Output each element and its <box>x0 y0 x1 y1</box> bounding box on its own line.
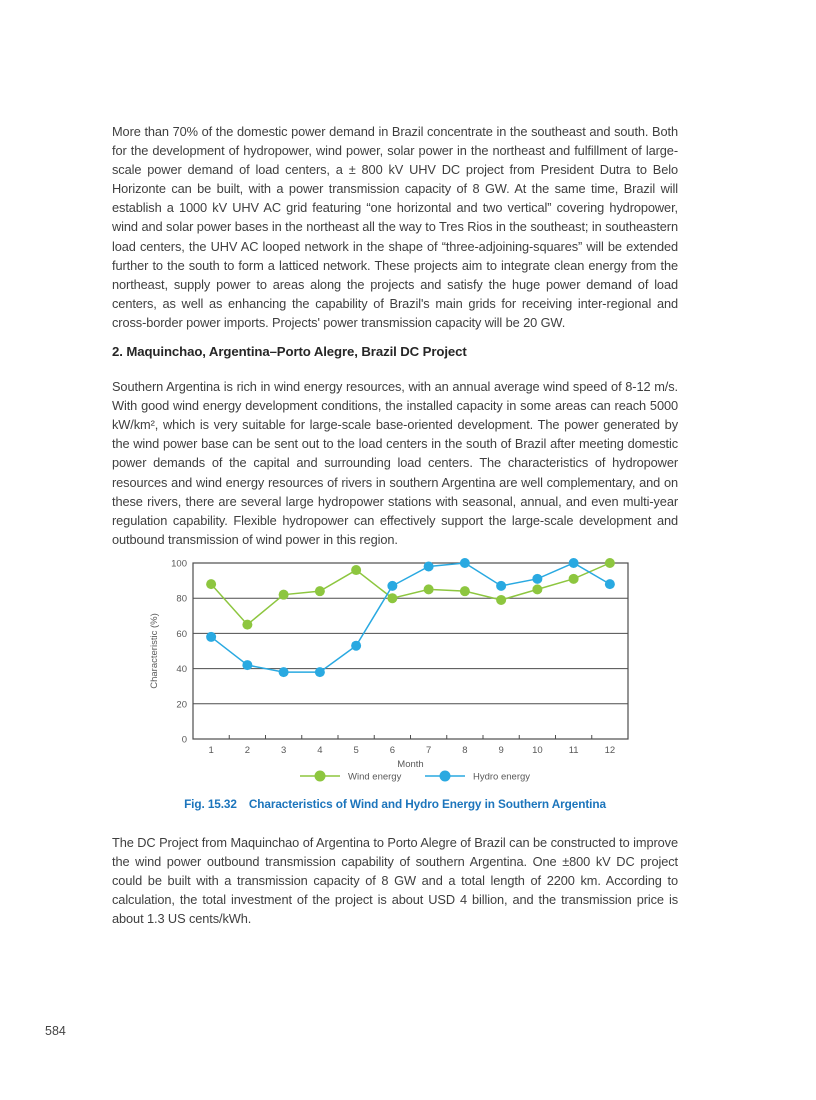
hydro-energy-point <box>605 579 615 589</box>
hydro-energy-point <box>387 581 397 591</box>
x-axis-label: Month <box>397 758 424 770</box>
wind-energy-point <box>605 558 615 568</box>
y-tick-label: 100 <box>171 558 187 570</box>
wind-energy-point <box>206 579 216 589</box>
wind-energy-point <box>315 586 325 596</box>
wind-energy-point <box>460 586 470 596</box>
legend-hydro-energy-marker <box>440 770 451 781</box>
legend-wind-energy-label: Wind energy <box>348 771 402 783</box>
page-number: 584 <box>45 1024 66 1038</box>
wind-energy-point <box>387 593 397 603</box>
paragraph-dc-project: The DC Project from Maquinchao of Argentina to Porto Alegre of Brazil can be constructed to improve the wind power outbound transmission capability of southern Argentina. One ±800 kV DC project could be built with a transmission capacity of 8 GW and a total length of 2200 km. According to calculation, the total investment of the project is about USD 4 billion, and the transmission price is about 1.3 US cents/kWh. <box>112 834 678 927</box>
wind-energy-point <box>279 590 289 600</box>
section-heading-maquinchao: 2. Maquinchao, Argentina–Porto Alegre, Brazil DC Project <box>112 344 467 360</box>
y-tick-label: 40 <box>176 663 187 675</box>
wind-energy-point <box>532 584 542 594</box>
figure-wind-hydro-chart <box>112 549 678 811</box>
x-tick-label: 2 <box>244 744 251 756</box>
wind-energy-point <box>351 565 361 575</box>
hydro-energy-point <box>351 641 361 651</box>
paragraph-southern-argentina: Southern Argentina is rich in wind energy resources, with an annual average wind speed of 8-12 m/s. With good wind energy development conditions, the installed capacity in some areas can reach 5000 kW/km², which is very suitable for large-scale base-oriented development. The power generated by the wind power base can be sent out to the load centers in the south of Brazil after meeting domestic power demands of the capital and surrounding load centers. The characteristics of hydropower resources and wind energy resources of rivers in southern Argentina are well complementary, and on these rivers, there are several large hydropower stations with seasonal, annual, and even multi-year regulation capability. Flexible hydropower can effectively support the large-scale development and outbound transmission of wind power in this region. <box>112 379 678 547</box>
wind-energy-point <box>496 595 506 605</box>
hydro-energy-point <box>315 667 325 677</box>
y-axis-label: Characteristic (%) <box>149 613 160 689</box>
wind-energy-point <box>424 584 434 594</box>
y-tick-label: 20 <box>176 699 187 711</box>
page-content <box>112 122 678 928</box>
hydro-energy-point <box>242 660 252 670</box>
hydro-energy-point <box>206 632 216 642</box>
line-chart-wind-hydro <box>140 549 680 794</box>
x-tick-label: 8 <box>462 744 468 756</box>
legend-hydro-energy-label: Hydro energy <box>473 771 531 783</box>
wind-energy-line <box>211 563 610 625</box>
figure-caption-text: Characteristics of Wind and Hydro Energy in Southern Argentina <box>248 796 606 811</box>
x-tick-label: 9 <box>498 744 504 756</box>
y-tick-label: 60 <box>176 628 187 640</box>
hydro-energy-line <box>211 563 610 672</box>
hydro-energy-point <box>532 574 542 584</box>
wind-energy-point <box>242 619 252 629</box>
hydro-energy-point <box>460 558 470 568</box>
plot-border <box>193 563 628 739</box>
wind-energy-point <box>569 574 579 584</box>
x-tick-label: 12 <box>604 744 616 756</box>
x-tick-label: 3 <box>280 744 287 756</box>
hydro-energy-point <box>496 581 506 591</box>
paragraph-brazil-projects: More than 70% of the domestic power demand in Brazil concentrate in the southeast and south. Both for the development of hydropower, wind power, solar power in the northeast and fulfillment of large-scale power demand of load centers, a ± 800 kV UHV DC project from President Dutra to Belo Horizonte can be built, with a power transmission capacity of 8 GW. At the same time, Brazil will establish a 1000 kV UHV AC grid featuring “one horizontal and two vertical” covering hydropower, wind and solar power bases in the northeast all the way to Tres Rios in the southeast; in southeastern load centers, the UHV AC looped network in the shape of “three-adjoining-squares” will be extended further to the south to form a latticed network. These projects aim to integrate clean energy from the northeast, supply power to areas along the projects and satisfy the huge power demand of load centers, as well as enhancing the capability of Brazil's main grids for receiving inter-regional and cross-border power imports. Projects' power transmission capacity will be 20 GW. <box>112 124 678 330</box>
x-tick-label: 1 <box>208 744 214 756</box>
x-tick-label: 7 <box>425 744 432 756</box>
x-tick-label: 11 <box>568 744 579 756</box>
figure-caption-label: Fig. 15.32 <box>184 796 237 811</box>
x-tick-label: 6 <box>389 744 396 756</box>
x-tick-label: 4 <box>317 744 323 756</box>
hydro-energy-point <box>569 558 579 568</box>
hydro-energy-point <box>424 561 434 571</box>
hydro-energy-point <box>279 667 289 677</box>
legend-wind-energy-marker <box>315 770 326 781</box>
x-tick-label: 10 <box>532 744 543 756</box>
x-tick-label: 5 <box>353 744 359 756</box>
y-tick-label: 80 <box>176 593 187 605</box>
figure-caption <box>112 797 678 811</box>
y-tick-label: 0 <box>181 734 187 746</box>
